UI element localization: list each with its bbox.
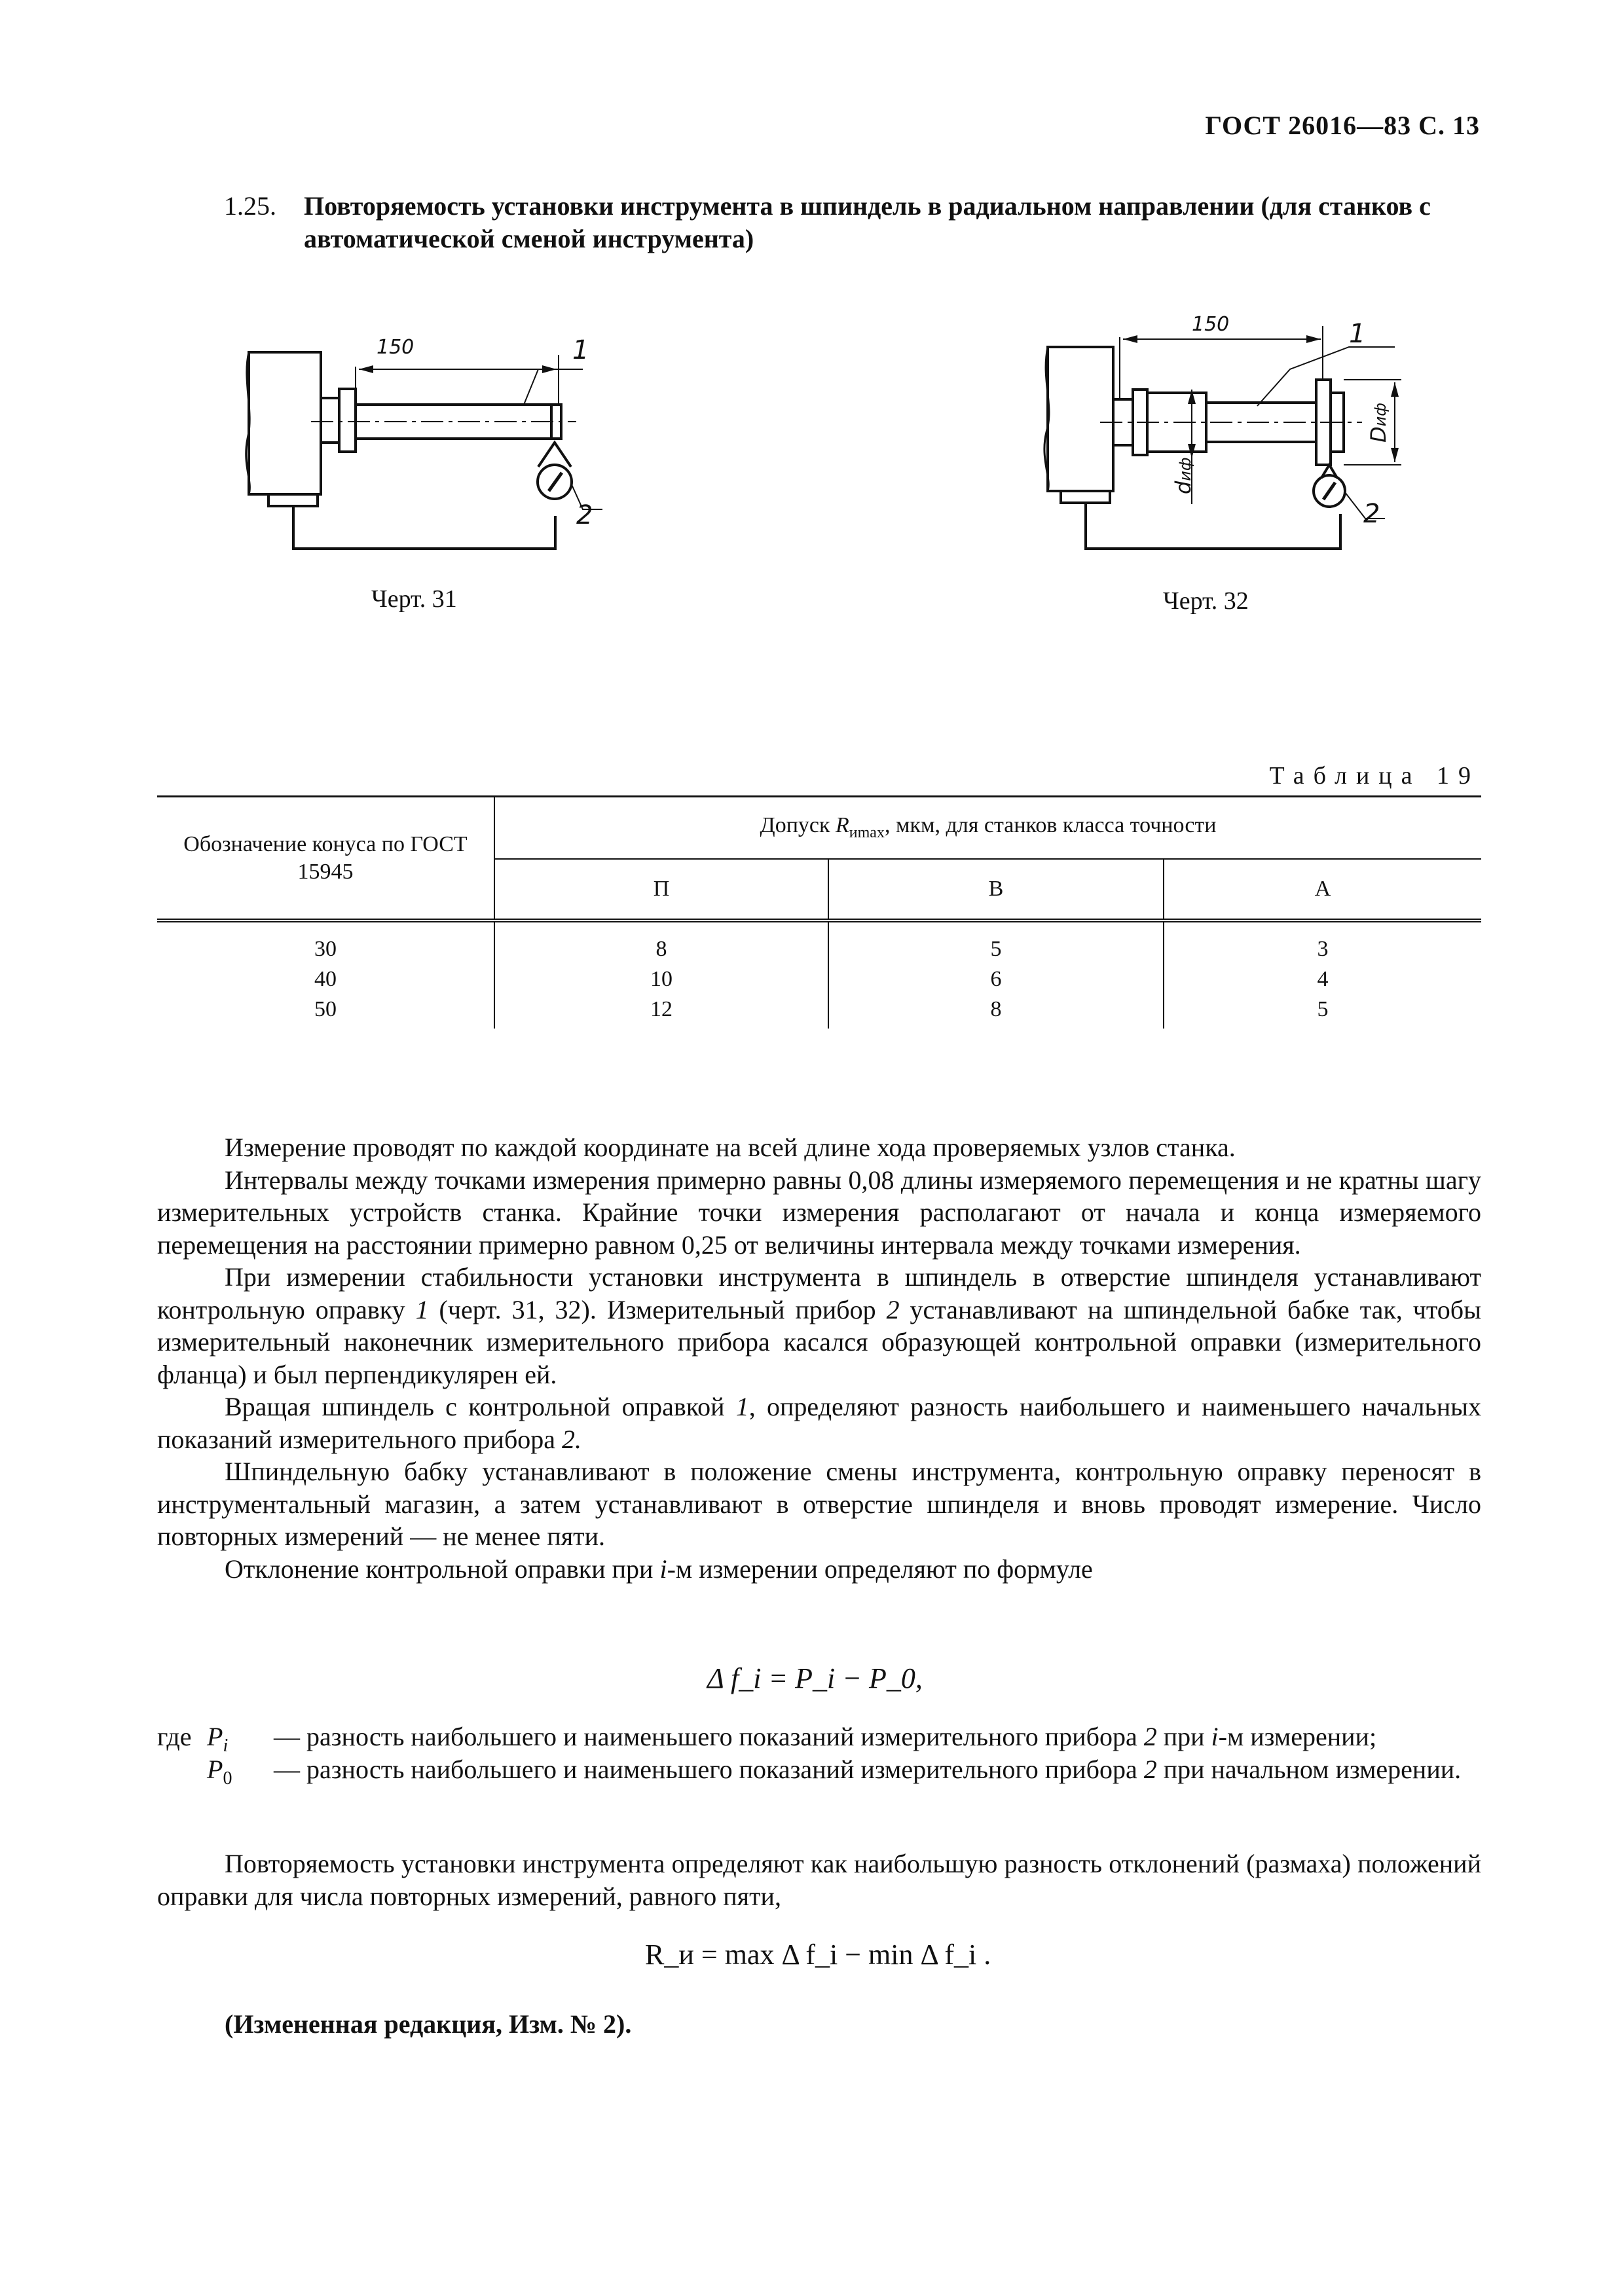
paragraph-7: Повторяемость установки инструмента определяют как наибольшую разность отклонений (размаха) положений оправки для числа повторных измерений, равного пяти,: [157, 1849, 1481, 1911]
fig32-spindle-head: [1048, 347, 1113, 491]
table-group-header-sub: иmax: [849, 824, 885, 842]
fig31-label-2: 2: [576, 500, 593, 530]
fig32-indicator-line: [1086, 503, 1340, 549]
body-text: [157, 1131, 1481, 1585]
where-item-1: где $P_i$ — разность наибольшего и наименьшего показаний измерительного прибора 2 при i-м измерении;: [157, 1722, 1377, 1756]
section-number: 1.25.: [224, 191, 276, 221]
paragraph-3: При измерении стабильности установки инструмента в шпиндель в отверстие шпинделя устанавливают контрольную оправку 1 (черт. 31, 32). Измерительный прибор 2 устанавливают на шпиндельной бабке так, чтобы измерительный наконечник измерительного прибора касался образующей контрольной оправки (измерительного фланца) и был перпендикулярен ей.: [157, 1262, 1482, 1389]
table-class-p: П: [494, 859, 828, 921]
table-col1-header: Обозначение конуса по ГОСТ 15945: [157, 797, 494, 921]
fig31-label-1: 1: [572, 335, 589, 365]
fig31-flange: [339, 389, 356, 452]
table-row: 30 8 5 3: [157, 920, 1481, 964]
where-item-2: $P_0$ — разность наибольшего и наименьшего показаний измерительного прибора 2 при начальном измерении.: [207, 1754, 1462, 1789]
fig32-base: [1061, 491, 1110, 503]
fig32-label-2: 2: [1363, 499, 1380, 529]
fig32-d-label: dиф: [1171, 457, 1196, 494]
table-group-header: Допуск $R_{иmax}$, мкм, для станков класса точности: [494, 797, 1481, 859]
fig32-d-subscript: иф: [1176, 457, 1194, 481]
paragraph-6: Отклонение контрольной оправки при i-м измерении определяют по формуле: [225, 1554, 1093, 1584]
figure-31: [236, 327, 602, 563]
page-header: ГОСТ 26016—83 С. 13: [1205, 111, 1480, 140]
paragraph-4: Вращая шпиндель с контрольной оправкой 1, определяют разность наибольшего и наименьшего начальных показаний измерительного прибора 2.: [157, 1392, 1482, 1454]
fig31-caption: Черт. 31: [371, 585, 457, 613]
section-title: Повторяемость установки инструмента в шпиндель в радиальном направлении (для станков с автоматической сменой инструмента): [304, 191, 1431, 253]
amendment-note: (Измененная редакция, Изм. № 2).: [225, 2009, 632, 2039]
formula-repeatability: R_и = max Δ f_i − min Δ f_i .: [645, 1939, 991, 1971]
fig32-caption: Черт. 32: [1163, 587, 1249, 615]
where-list: [157, 1721, 1481, 1789]
fig32-D-label: Dиф: [1366, 403, 1391, 443]
table-row: 40 10 6 4: [157, 964, 1481, 994]
fig31-base: [268, 494, 318, 506]
table-class-a: А: [1164, 859, 1481, 921]
fig31-indicator-line: [293, 506, 555, 549]
table-19: [157, 795, 1481, 1029]
fig31-dimension: 150: [377, 336, 415, 359]
table-row: 50 12 8 5: [157, 994, 1481, 1029]
body-text-2: [157, 1848, 1481, 1912]
table-caption: Таблица 19: [1269, 762, 1480, 790]
formula-deviation: Δ f_i = P_i − P_0,: [707, 1662, 923, 1694]
fig32-D-subscript: иф: [1371, 403, 1390, 427]
paragraph-5: Шпиндельную бабку устанавливают в положение смены инструмента, контрольную оправку переносят в инструментальный магазин, а затем устанавливают в отверстие шпинделя и вновь проводят измерение. Число повторных измерений — не менее пяти.: [157, 1457, 1481, 1551]
fig32-dimension: 150: [1192, 313, 1230, 336]
table-class-v: В: [828, 859, 1164, 921]
paragraph-1: Измерение проводят по каждой координате на всей длине хода проверяемых узлов станка.: [225, 1133, 1236, 1162]
fig31-spindle-head: [249, 352, 321, 494]
paragraph-2: Интервалы между точками измерения примерно равны 0,08 длины измеряемого перемещения и не кратны шагу измерительных устройств станка. Крайние точки измерения располагают от начала и конца измеряемого перемещения на расстоянии примерно равном 0,25 от величины интервала между точками измерения.: [157, 1165, 1481, 1260]
fig32-label-1: 1: [1349, 319, 1366, 349]
fig31-indicator-tip: [538, 443, 571, 467]
